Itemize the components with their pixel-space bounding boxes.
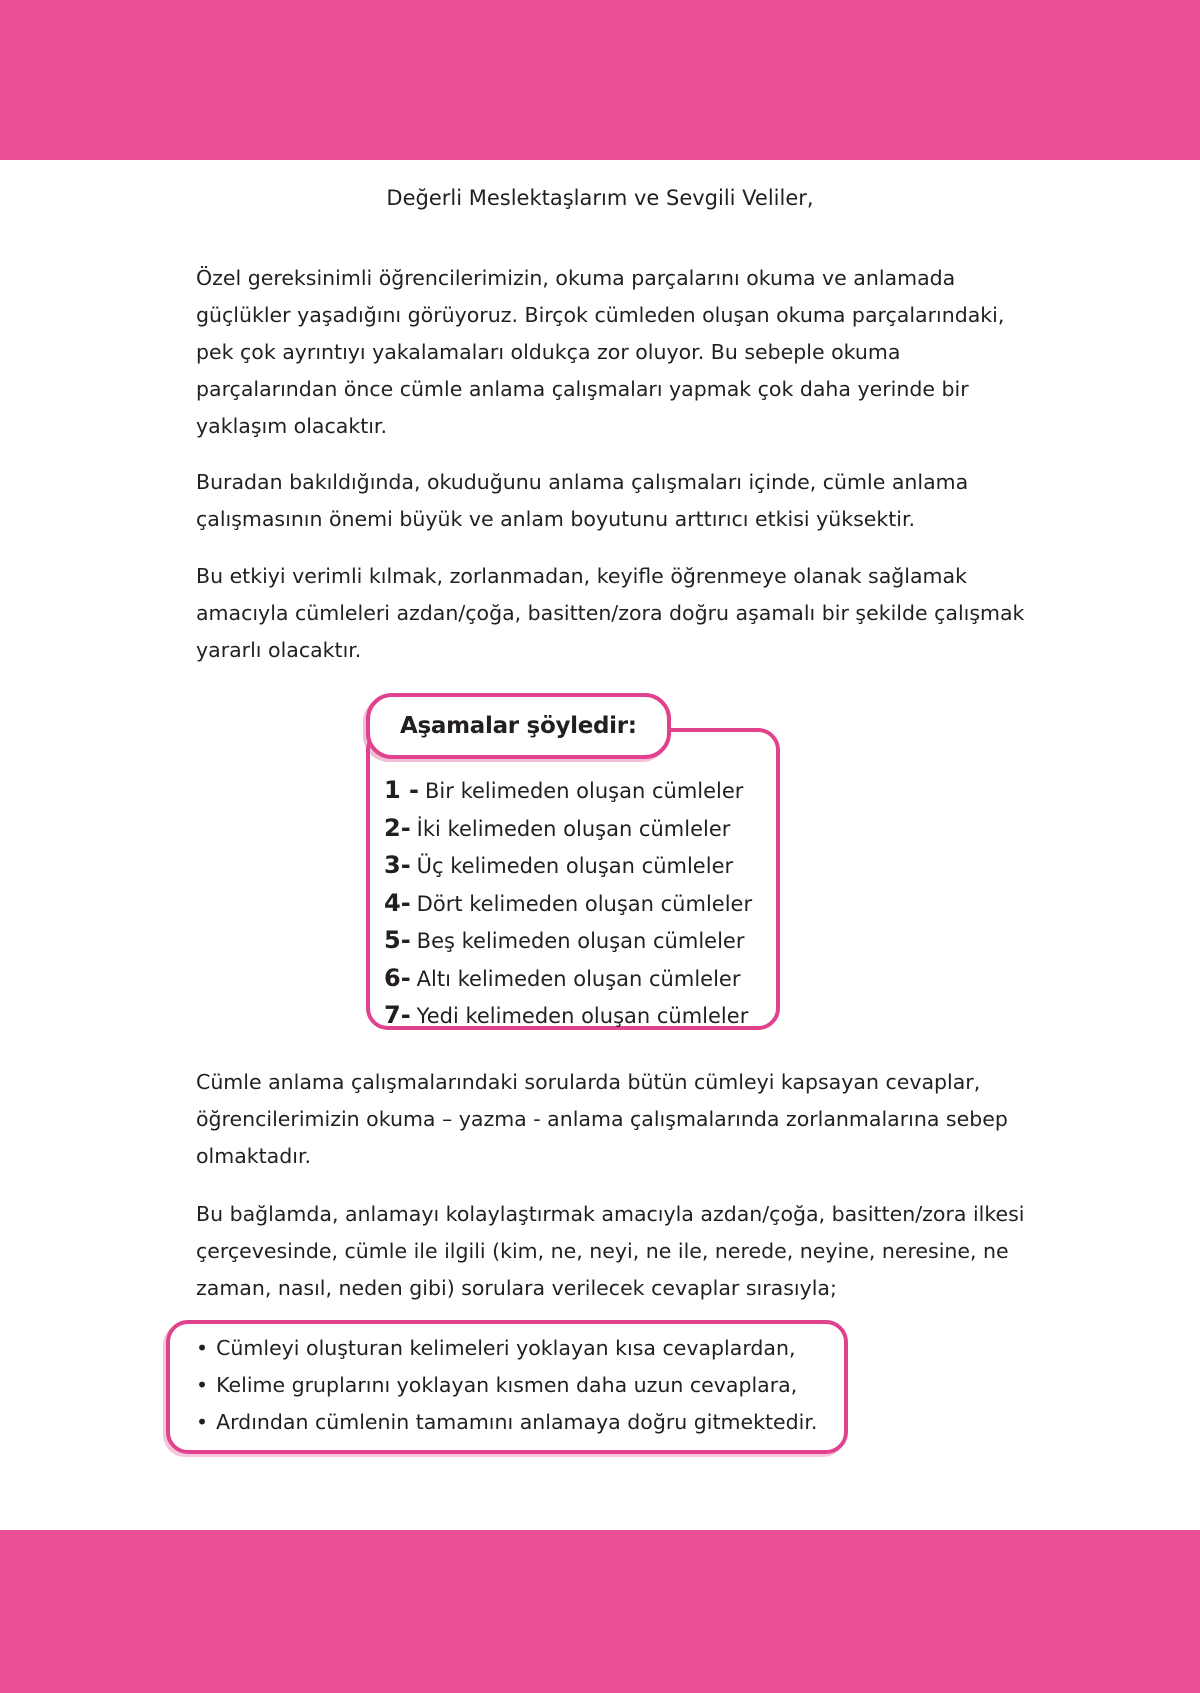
- stage-number: 4-: [384, 888, 411, 917]
- bullet-dot-icon: •: [196, 1336, 209, 1360]
- paragraph-problem: Cümle anlama çalışmalarındaki sorularda bütün cümleyi kapsayan cevaplar, öğrencilerimizin okuma – yazma - anlama çalışmalarında zorlanmalarına sebep olmaktadır.: [196, 1070, 1008, 1168]
- paragraph-approach: Bu bağlamda, anlamayı kolaylaştırmak amacıyla azdan/çoğa, basitten/zora ilkesi çerçevesinde, cümle ile ilgili (kim, ne, neyi, ne ile, nerede, neyine, neresine, ne zaman, nasıl, neden gibi) sorulara verilecek cevaplar sırasıyla;: [196, 1202, 1025, 1300]
- paragraph-importance: Buradan bakıldığında, okuduğunu anlama çalışmaları içinde, cümle anlama çalışmasının önemi büyük ve anlam boyutunu arttırıcı etkisi yüksektir.: [196, 470, 969, 531]
- stage-item: [384, 847, 752, 885]
- stage-text: Üç kelimeden oluşan cümleler: [416, 854, 734, 878]
- stage-number: 1 -: [384, 776, 420, 804]
- stage-number: 2-: [384, 813, 411, 842]
- stage-text: Yedi kelimeden oluşan cümleler: [416, 1004, 749, 1028]
- bullet-dot-icon: •: [196, 1373, 209, 1397]
- bullet-item: [196, 1330, 817, 1367]
- stage-text: Bir kelimeden oluşan cümleler: [425, 779, 744, 803]
- stage-text: Altı kelimeden oluşan cümleler: [416, 966, 741, 991]
- stages-title: Aşamalar şöyledir:: [366, 693, 671, 759]
- bullet-text: Cümleyi oluşturan kelimeleri yoklayan kısa cevaplardan,: [216, 1336, 796, 1360]
- stage-item: [384, 772, 752, 810]
- stage-text: Beş kelimeden oluşan cümleler: [416, 929, 745, 953]
- paragraph-intro: Özel gereksinimli öğrencilerimizin, okuma parçalarını okuma ve anlamada güçlükler yaşadığını görüyoruz. Birçok cümleden oluşan okuma parçalarındaki, pek çok ayrıntıyı yakalamaları oldukça zor oluyor. Bu sebeple okuma parçalarından önce cümle anlama çalışmaları yapmak çok daha yerinde bir yaklaşım olacaktır.: [196, 266, 1005, 438]
- stage-item: [384, 960, 752, 998]
- bottom-pink-band: [0, 1530, 1200, 1693]
- stage-item: [384, 997, 752, 1035]
- stage-text: İki kelimeden oluşan cümleler: [416, 816, 731, 841]
- stages-list: [384, 772, 752, 1035]
- bullet-item: [196, 1367, 817, 1404]
- stage-item: [384, 810, 752, 848]
- stage-item: [384, 922, 752, 960]
- bullet-text: Ardından cümlenin tamamını anlamaya doğru gitmektedir.: [216, 1410, 818, 1434]
- bullet-item: [196, 1404, 817, 1441]
- stage-number: 6-: [384, 963, 411, 992]
- stage-number: 7-: [384, 1001, 411, 1029]
- stage-item: [384, 885, 752, 923]
- greeting-heading: Değerli Meslektaşlarım ve Sevgili Veliler,: [386, 186, 814, 210]
- stage-number: 3-: [384, 851, 411, 879]
- bullet-dot-icon: •: [196, 1410, 209, 1434]
- bullet-list: [196, 1330, 817, 1441]
- top-pink-band: [0, 0, 1200, 160]
- stage-number: 5-: [384, 926, 411, 954]
- stage-text: Dört kelimeden oluşan cümleler: [416, 891, 753, 916]
- paragraph-method: Bu etkiyi verimli kılmak, zorlanmadan, keyifle öğrenmeye olanak sağlamak amacıyla cümleleri azdan/çoğa, basitten/zora doğru aşamalı bir şekilde çalışmak yararlı olacaktır.: [196, 564, 1025, 662]
- bullet-text: Kelime gruplarını yoklayan kısmen daha uzun cevaplara,: [216, 1373, 798, 1397]
